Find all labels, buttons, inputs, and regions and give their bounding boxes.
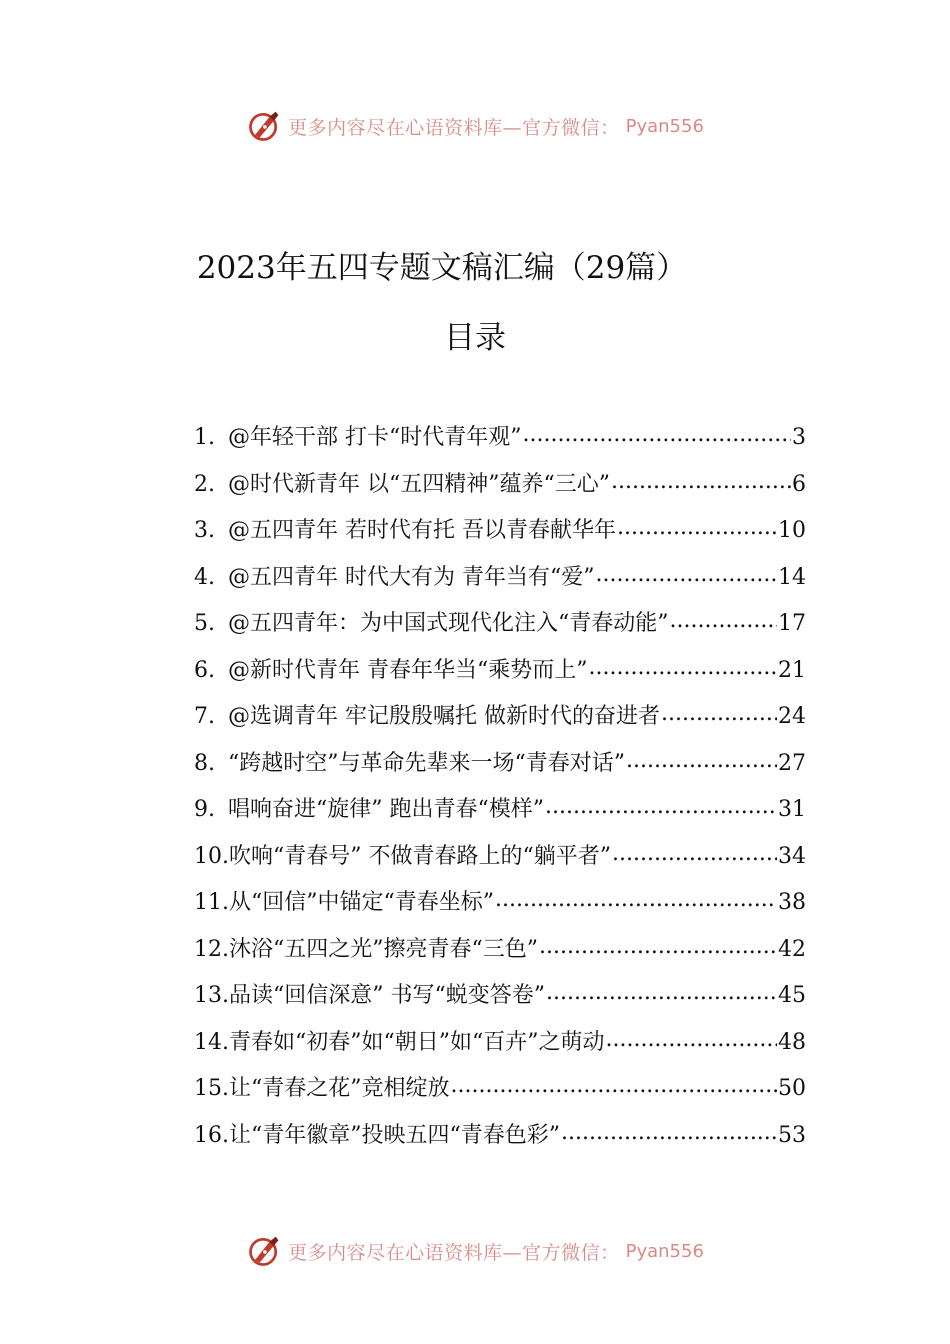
toc-entry-title: @五四青年 若时代有托 吾以青春献华年	[228, 518, 616, 543]
toc-entry-page: 34	[778, 843, 806, 869]
toc-entry-number: 4.	[194, 564, 215, 590]
toc-entry-page: 27	[778, 750, 806, 776]
toc-leader-dots	[451, 1073, 778, 1095]
toc-entry-title: @年轻干部 打卡“时代青年观”	[228, 425, 522, 450]
toc-entry-title: 品读“回信深意” 书写“蜕变答卷”	[229, 983, 545, 1008]
toc-entry[interactable]	[194, 653, 806, 700]
toc-leader-dots	[561, 1120, 777, 1142]
toc-entry-number: 6.	[194, 657, 215, 683]
watermark-text: 更多内容尽在心语资料库—官方微信：	[288, 116, 620, 139]
toc-entry-number: 5.	[194, 611, 215, 636]
footer-watermark	[0, 1233, 950, 1269]
toc-entry-title: 让“青年徽章”投映五四“青春色彩”	[229, 1122, 560, 1148]
toc-heading: 目录	[444, 320, 506, 356]
toc-entry-page: 21	[778, 657, 806, 683]
toc-entry-page: 10	[778, 518, 806, 543]
toc-leader-dots	[545, 794, 777, 816]
toc-entry[interactable]	[194, 746, 806, 793]
toc-entry[interactable]	[194, 467, 806, 514]
toc-entry-title: 沐浴“五四之光”擦亮青春“三色”	[229, 936, 538, 962]
toc-entry-page: 3	[792, 425, 806, 450]
toc-entry-number: 16.	[194, 1122, 229, 1148]
toc-leader-dots	[539, 934, 777, 956]
watermark-text: 更多内容尽在心语资料库—官方微信：	[288, 1241, 620, 1264]
toc-leader-dots	[523, 422, 792, 444]
toc-leader-dots	[546, 980, 777, 1002]
toc-entry[interactable]	[194, 839, 806, 886]
toc-entry[interactable]	[194, 606, 806, 653]
watermark-wechat-id: Pyan556	[625, 1240, 704, 1262]
table-of-contents	[194, 420, 806, 1164]
toc-entry-title: 吹响“青春号” 不做青春路上的“躺平者”	[229, 843, 611, 869]
toc-entry-number: 1.	[194, 425, 215, 450]
toc-entry[interactable]	[194, 978, 806, 1025]
toc-entry-page: 48	[778, 1029, 806, 1055]
toc-entry-title: 唱响奋进“旋律” 跑出青春“模样”	[228, 797, 544, 822]
toc-leader-dots	[670, 608, 778, 630]
toc-leader-dots	[605, 1027, 777, 1049]
toc-leader-dots	[595, 562, 777, 584]
toc-entry-page: 14	[778, 564, 806, 590]
toc-entry[interactable]	[194, 885, 806, 932]
toc-entry[interactable]	[194, 699, 806, 746]
toc-entry[interactable]	[194, 420, 806, 467]
toc-entry-title: “跨越时空”与革命先辈来一场“青春对话”	[228, 750, 625, 776]
toc-leader-dots	[626, 748, 777, 770]
toc-entry-title: @五四青年：为中国式现代化注入“青春动能”	[228, 611, 669, 636]
toc-entry-page: 50	[778, 1076, 806, 1101]
toc-entry-number: 7.	[194, 704, 215, 729]
toc-entry-title: @选调青年 牢记殷殷嘱托 做新时代的奋进者	[228, 704, 660, 729]
toc-leader-dots	[611, 469, 791, 491]
toc-entry-number: 9.	[194, 797, 215, 822]
watermark-wechat-id: Pyan556	[625, 115, 704, 137]
toc-entry-title: 让“青春之花”竞相绽放	[229, 1076, 450, 1101]
toc-entry-page: 6	[792, 471, 806, 497]
toc-entry-number: 10.	[194, 843, 229, 869]
toc-entry-number: 15.	[194, 1076, 229, 1101]
toc-entry-number: 12.	[194, 936, 229, 962]
toc-entry[interactable]	[194, 1071, 806, 1118]
toc-entry-title: @新时代青年 青春年华当“乘势而上”	[228, 657, 588, 683]
toc-entry-title: @时代新青年 以“五四精神”蕴养“三心”	[228, 471, 610, 497]
toc-entry-page: 42	[778, 936, 806, 962]
toc-entry-number: 8.	[194, 750, 215, 776]
toc-entry[interactable]	[194, 1118, 806, 1165]
toc-entry-number: 14.	[194, 1029, 229, 1055]
toc-leader-dots	[589, 655, 778, 677]
pen-nib-logo-icon	[246, 1233, 282, 1269]
toc-leader-dots	[612, 841, 777, 863]
toc-entry-page: 17	[778, 611, 806, 636]
toc-entry-page: 31	[778, 797, 806, 822]
toc-entry-page: 53	[778, 1122, 806, 1148]
pen-nib-logo-icon	[246, 108, 282, 144]
toc-leader-dots	[661, 701, 777, 723]
toc-entry[interactable]	[194, 1025, 806, 1072]
toc-entry-title: @五四青年 时代大有为 青年当有“爱”	[228, 564, 595, 590]
toc-entry-number: 11.	[194, 890, 229, 915]
toc-entry[interactable]	[194, 792, 806, 839]
toc-entry-page: 38	[778, 890, 806, 915]
toc-leader-dots	[495, 887, 777, 909]
toc-entry[interactable]	[194, 932, 806, 979]
toc-entry[interactable]	[194, 560, 806, 607]
toc-entry-number: 3.	[194, 518, 215, 543]
toc-entry-number: 13.	[194, 983, 229, 1008]
toc-entry-page: 45	[778, 983, 806, 1008]
toc-entry-title: 从“回信”中锚定“青春坐标”	[229, 890, 494, 915]
toc-entry-title: 青春如“初春”如“朝日”如“百卉”之萌动	[229, 1029, 605, 1055]
toc-entry[interactable]	[194, 513, 806, 560]
document-title: 2023年五四专题文稿汇编（29篇）	[196, 250, 688, 286]
toc-leader-dots	[617, 515, 777, 537]
toc-entry-page: 24	[778, 704, 806, 729]
toc-entry-number: 2.	[194, 471, 215, 497]
header-watermark	[0, 108, 950, 144]
